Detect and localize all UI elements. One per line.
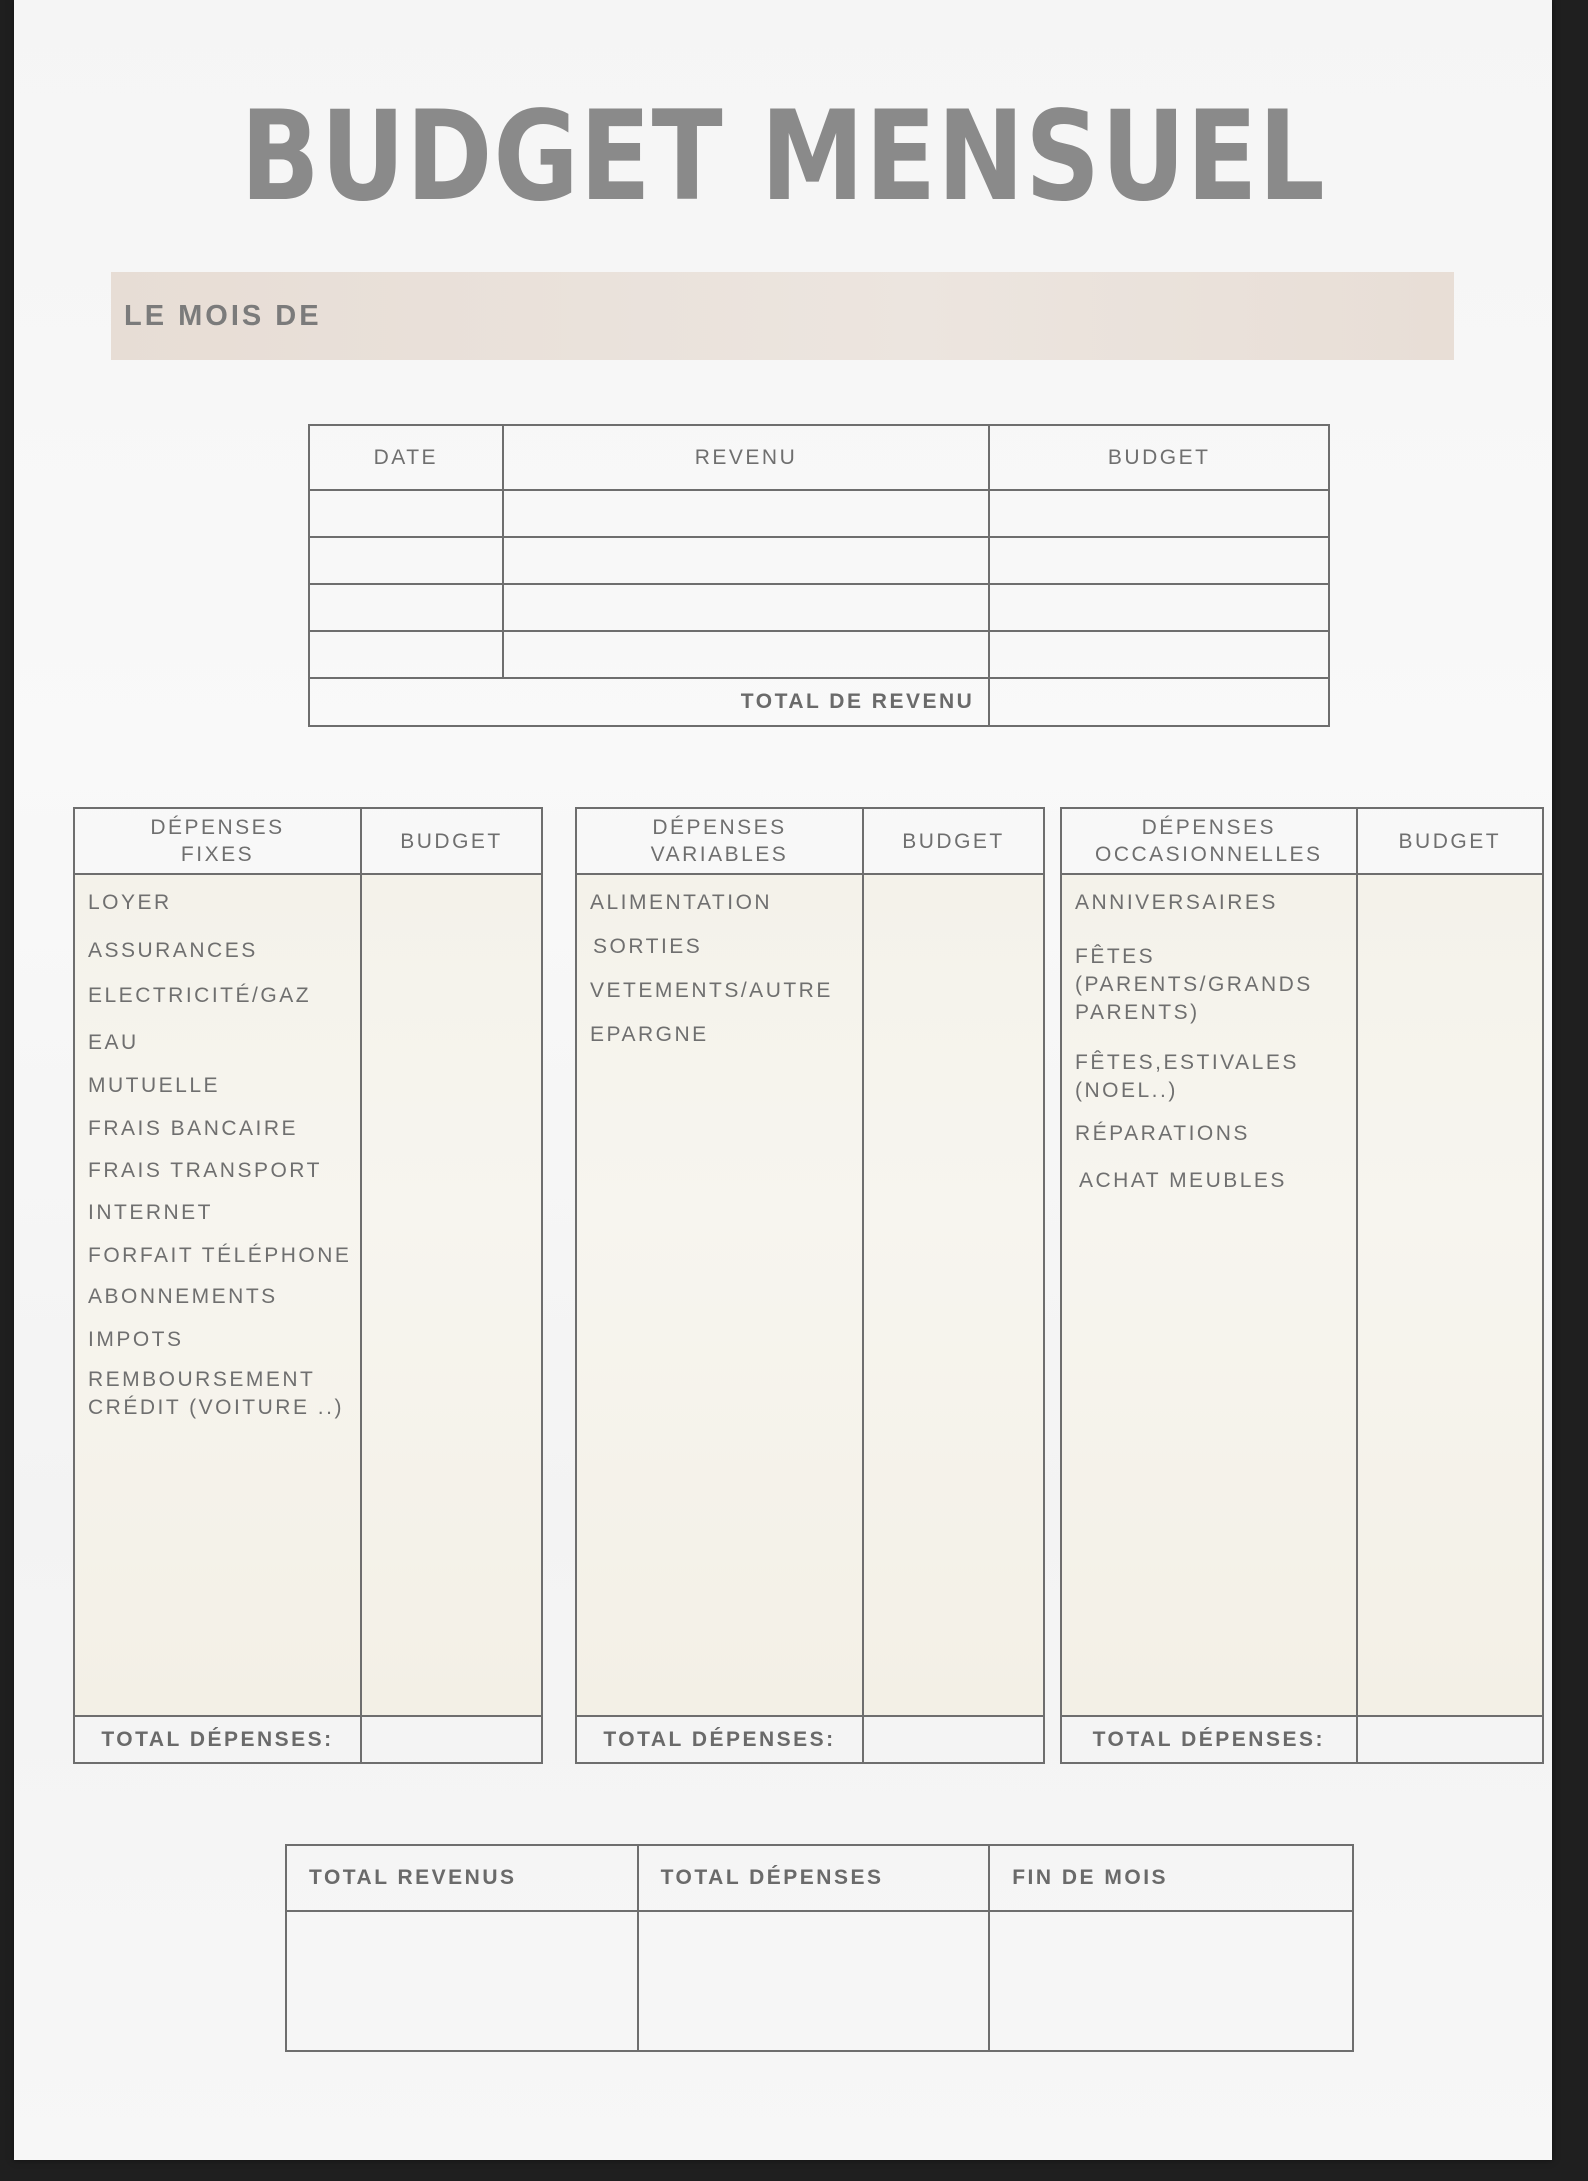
fixed-total-cell[interactable] <box>361 1716 542 1763</box>
month-label: LE MOIS DE <box>124 300 322 332</box>
list-item: SORTIES <box>593 935 703 958</box>
income-cell[interactable] <box>989 537 1329 584</box>
summary-total-depenses-cell[interactable] <box>638 1911 990 2051</box>
month-field[interactable] <box>111 272 1454 360</box>
occasional-budget-column[interactable] <box>1357 874 1543 1716</box>
fixed-expenses-table <box>73 807 543 1764</box>
income-cell[interactable] <box>309 631 503 678</box>
summary-total-revenus-header: TOTAL REVENUS <box>286 1845 638 1911</box>
occasional-expenses-header <box>1061 808 1357 874</box>
list-item: ASSURANCES <box>88 939 258 962</box>
summary-fin-de-mois-header: FIN DE MOIS <box>989 1845 1353 1911</box>
income-revenu-header: REVENU <box>503 425 990 490</box>
occasional-total-label: TOTAL DÉPENSES: <box>1061 1716 1357 1763</box>
summary-total-revenus-cell[interactable] <box>286 1911 638 2051</box>
list-item: FRAIS TRANSPORT <box>88 1159 322 1182</box>
list-item: VETEMENTS/AUTRE <box>590 979 833 1002</box>
income-cell[interactable] <box>309 490 503 537</box>
income-total-cell[interactable] <box>989 678 1329 726</box>
list-item: FÊTES,ESTIVALES (NOEL..) <box>1075 1051 1299 1102</box>
income-cell[interactable] <box>503 584 990 631</box>
header-line: VARIABLES <box>650 843 789 866</box>
header-line: DÉPENSES <box>652 816 787 839</box>
fixed-expenses-header <box>74 808 361 874</box>
list-item: LOYER <box>88 891 172 914</box>
budget-sheet <box>14 0 1552 2160</box>
summary-total-depenses-header: TOTAL DÉPENSES <box>638 1845 990 1911</box>
page-title: BUDGET MENSUEL <box>240 85 1326 229</box>
table-row <box>309 537 1329 584</box>
income-cell[interactable] <box>989 490 1329 537</box>
list-item: FORFAIT TÉLÉPHONE <box>88 1244 352 1267</box>
list-item: FÊTES (PARENTS/GRANDS PARENTS) <box>1075 945 1313 1024</box>
fixed-total-label: TOTAL DÉPENSES: <box>74 1716 361 1763</box>
variable-expenses-header <box>576 808 863 874</box>
fixed-budget-column[interactable] <box>361 874 542 1716</box>
variable-expenses-list <box>576 874 863 1716</box>
occasional-budget-header: BUDGET <box>1357 808 1543 874</box>
income-table <box>308 424 1330 727</box>
income-cell[interactable] <box>989 584 1329 631</box>
income-cell[interactable] <box>309 584 503 631</box>
list-item: ELECTRICITÉ/GAZ <box>88 984 312 1007</box>
list-item: EAU <box>88 1031 139 1054</box>
list-item: INTERNET <box>88 1201 213 1224</box>
variable-budget-header: BUDGET <box>863 808 1044 874</box>
income-cell[interactable] <box>309 537 503 584</box>
variable-expenses-table <box>575 807 1045 1764</box>
table-row <box>309 631 1329 678</box>
occasional-expenses-table <box>1060 807 1544 1764</box>
list-item: ABONNEMENTS <box>88 1285 278 1308</box>
fixed-expenses-list <box>74 874 361 1716</box>
income-budget-header: BUDGET <box>989 425 1329 490</box>
variable-total-label: TOTAL DÉPENSES: <box>576 1716 863 1763</box>
list-item: ALIMENTATION <box>590 891 773 914</box>
income-cell[interactable] <box>503 537 990 584</box>
list-item: FRAIS BANCAIRE <box>88 1117 299 1140</box>
table-row <box>309 584 1329 631</box>
header-line: OCCASIONNELLES <box>1095 843 1323 866</box>
income-total-label: TOTAL DE REVENU <box>309 678 989 726</box>
income-cell[interactable] <box>503 631 990 678</box>
list-item: REMBOURSEMENT CRÉDIT (VOITURE ..) <box>88 1368 344 1419</box>
list-item: RÉPARATIONS <box>1075 1122 1250 1145</box>
income-cell[interactable] <box>989 631 1329 678</box>
summary-table <box>285 1844 1354 2052</box>
list-item: MUTUELLE <box>88 1074 221 1097</box>
header-line: DÉPENSES <box>1141 816 1276 839</box>
occasional-total-cell[interactable] <box>1357 1716 1543 1763</box>
table-row <box>309 490 1329 537</box>
income-cell[interactable] <box>503 490 990 537</box>
variable-budget-column[interactable] <box>863 874 1044 1716</box>
list-item: ANNIVERSAIRES <box>1075 891 1278 914</box>
occasional-expenses-list <box>1061 874 1357 1716</box>
summary-fin-de-mois-cell[interactable] <box>989 1911 1353 2051</box>
fixed-budget-header: BUDGET <box>361 808 542 874</box>
header-line: DÉPENSES <box>150 816 285 839</box>
list-item: IMPOTS <box>88 1328 184 1351</box>
header-line: FIXES <box>180 843 255 866</box>
income-date-header: DATE <box>309 425 503 490</box>
list-item: EPARGNE <box>590 1023 709 1046</box>
list-item: ACHAT MEUBLES <box>1079 1169 1287 1192</box>
variable-total-cell[interactable] <box>863 1716 1044 1763</box>
